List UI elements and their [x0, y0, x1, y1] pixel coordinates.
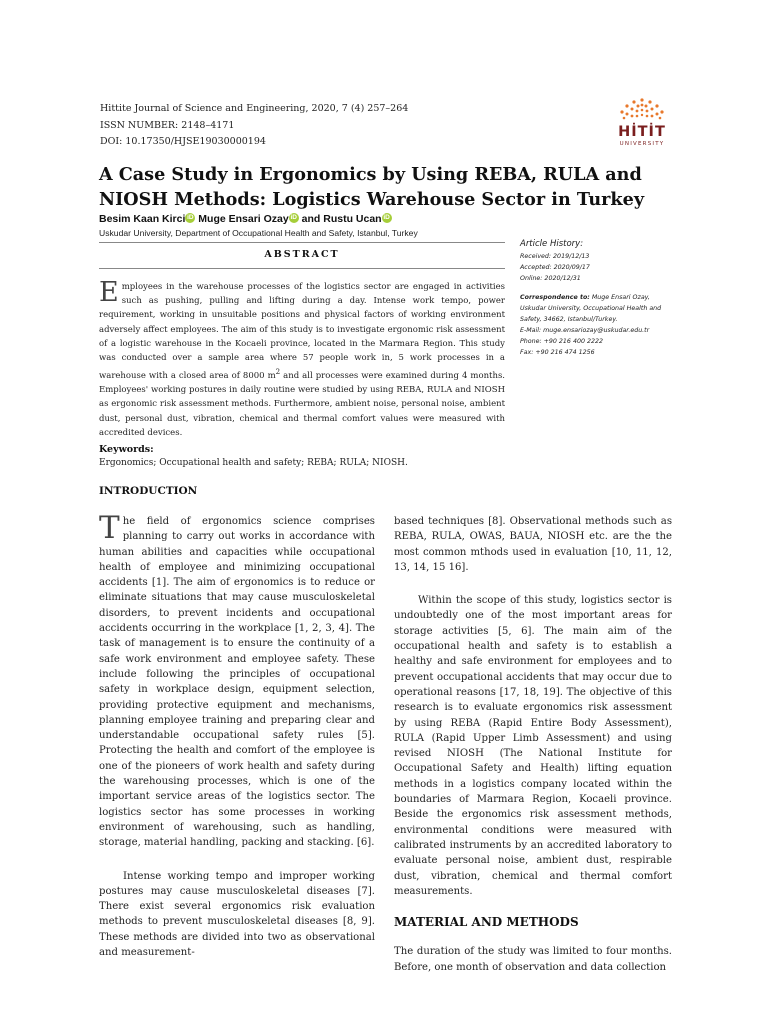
author-name: and Rustu Ucan [301, 213, 382, 225]
correspondence-email[interactable]: E-Mail: muge.ensariozay@uskudar.edu.tr [520, 327, 650, 334]
author-name: Besim Kaan Kirci [99, 213, 186, 225]
intro-paragraph-1-text: he field of ergonomics science comprises planning to carry out works in accordance with human abilities and capacities while occupational health of employee and minimizing occupational accidents [1]. The aim of ergonomics is to reduce or eliminate situations that may cause musculoskeletal disorders, to prevent incidents and occupational accidents occurring in the workplace [1, 2, 3, 4]. The task of management is to ensure the continuity of a safe work environment and employee safety. These include following the principles of occupational safety in workplace design, equipment selection, providing protective equipment and mechanisms, planning employee training and preparing clear and understandable occupational safety rules [5]. Protecting the health and comfort of the employee is one of the pioneers of work health and safety during the warehousing processes, which is one of the important service areas of the logistics sector. The logistics sector has some processes in working environment of warehousing, such as handling, storage, material handling, packing and stacking. [6]. [99, 516, 375, 849]
material-methods-heading: MATERIAL AND METHODS [394, 915, 579, 930]
online-date: Online: 2020/12/31 [520, 275, 581, 282]
intro-paragraph-1 [99, 510, 375, 851]
keywords-text: Ergonomics; Occupational health and safety; REBA; RULA; NIOSH. [99, 458, 408, 468]
intro-dropcap: T [99, 510, 120, 546]
article-history-label: Article History: [520, 239, 584, 249]
journal-issn: ISSN NUMBER: 2148–4171 [100, 119, 235, 131]
orcid-icon[interactable]: iD [290, 214, 297, 221]
affiliation: Uskudar University, Department of Occupational Health and Safety, Istanbul, Turkey [99, 228, 418, 238]
orcid-icon[interactable]: iD [383, 214, 390, 221]
correspondence-label: Correspondence to: [520, 294, 590, 301]
author-list [99, 213, 392, 225]
correspondence-address: Uskudar University, Occupational Health and Safety, 34662, Istanbul/Turkey. [520, 305, 662, 323]
intro-paragraph-2: Intense working tempo and improper working postures may cause musculoskeletal diseases [7]. There exist several ergonomics risk evaluation methods to prevent musculoskeletal diseases [8, 9]. These methods are divided into two as observational and measurement- [99, 870, 375, 959]
logo-subtitle: UNIVERSITY [619, 141, 665, 147]
author-name: Muge Ensari Ozay [198, 213, 289, 225]
logo-wordmark: HİTİT [618, 124, 666, 140]
paragraph-gap [99, 851, 375, 869]
journal-doi: DOI: 10.17350/HJSE19030000194 [100, 136, 266, 147]
body-column-right [394, 514, 672, 975]
correspondence-name: Muge Ensari Ozay, [589, 294, 650, 301]
abstract-body-part2: and all processes were examined during 4 months. Employees' working postures in daily routine were studied by using REBA, RULA and NIOSH as ergonomic risk assessment methods. Furthermore, ambient noise, personal noise, ambient dust, personal dust, vibration, chemical and thermal comfort values were measured with accredited devices. [99, 371, 506, 438]
paragraph-gap [394, 575, 672, 593]
abstract-top-rule [99, 242, 505, 243]
abstract-bottom-rule [99, 268, 505, 269]
correspondence-phone: Phone: +90 216 400 2222 [520, 338, 603, 345]
journal-info [100, 101, 408, 151]
paper-title: A Case Study in Ergonomics by Using REBA, RULA and NIOSH Methods: Logistics Warehouse Sector in Turkey [99, 164, 645, 210]
methods-paragraph-1: The duration of the study was limited to four months. Before, one month of observation and data collection [394, 946, 672, 973]
journal-citation: Hittite Journal of Science and Engineering, 2020, 7 (4) 257–264 [100, 103, 409, 114]
body-column-left [99, 510, 375, 960]
correspondence-fax: Fax: +90 216 474 1256 [520, 349, 595, 356]
received-date: Received: 2019/12/13 [520, 253, 590, 260]
accepted-date: Accepted: 2020/09/17 [520, 264, 590, 271]
abstract-heading: ABSTRACT [264, 249, 340, 260]
orcid-icon[interactable]: iD [187, 214, 194, 221]
correspondence-block [520, 292, 675, 358]
abstract-body-part1: mployees in the warehouse processes of the logistics sector are engaged in activities such as pushing, pulling and lifting during a day. Intense work tempo, power requirement, working in unsuitable positions and physical factors of working environment adversely affect employees. The aim of this study is to investigate ergonomic risk assessment of a logistic warehouse in the Kocaeli province, located in the Marmara Region. This study was conducted over a sample area where 57 people work in, 5 work processes in a warehouse with a closed area of 8000 m [99, 282, 505, 382]
article-history-dates [520, 251, 590, 284]
abstract-text [99, 277, 506, 440]
right-paragraph-2: Within the scope of this study, logistics sector is undoubtedly one of the most important areas for storage activities [5, 6]. The main aim of the occupational health and safety is to establish a healthy and safe environment for employees and to prevent occupational accidents that may occur due to operational reasons [17, 18, 19]. The objective of this research is to evaluate ergonomics risk assessment by using REBA (Rapid Entire Body Assessment), RULA (Rapid Upper Limb Assessment) and using revised NIOSH (The National Institute for Occupational Safety and Health) lifting equation methods in a logistics company located within the boundaries of Marmara Region, Kocaeli province. Beside the ergonomics risk assessment methods, environmental conditions were measured with calibrated instruments by an accredited laboratory to evaluate personal noise, ambient dust, respirable dust, vibration, chemical and thermal comfort measurements. [394, 595, 672, 897]
abstract-dropcap: E [99, 277, 119, 308]
abstract-superscript: 2 [275, 367, 281, 377]
keywords-label: Keywords: [99, 444, 154, 455]
introduction-heading: INTRODUCTION [99, 485, 198, 497]
right-paragraph-1: based techniques [8]. Observational methods such as REBA, RULA, OWAS, BAUA, NIOSH etc. are the the most common mthods used in evaluation [10, 11, 12, 13, 14, 15 16]. [394, 516, 672, 573]
